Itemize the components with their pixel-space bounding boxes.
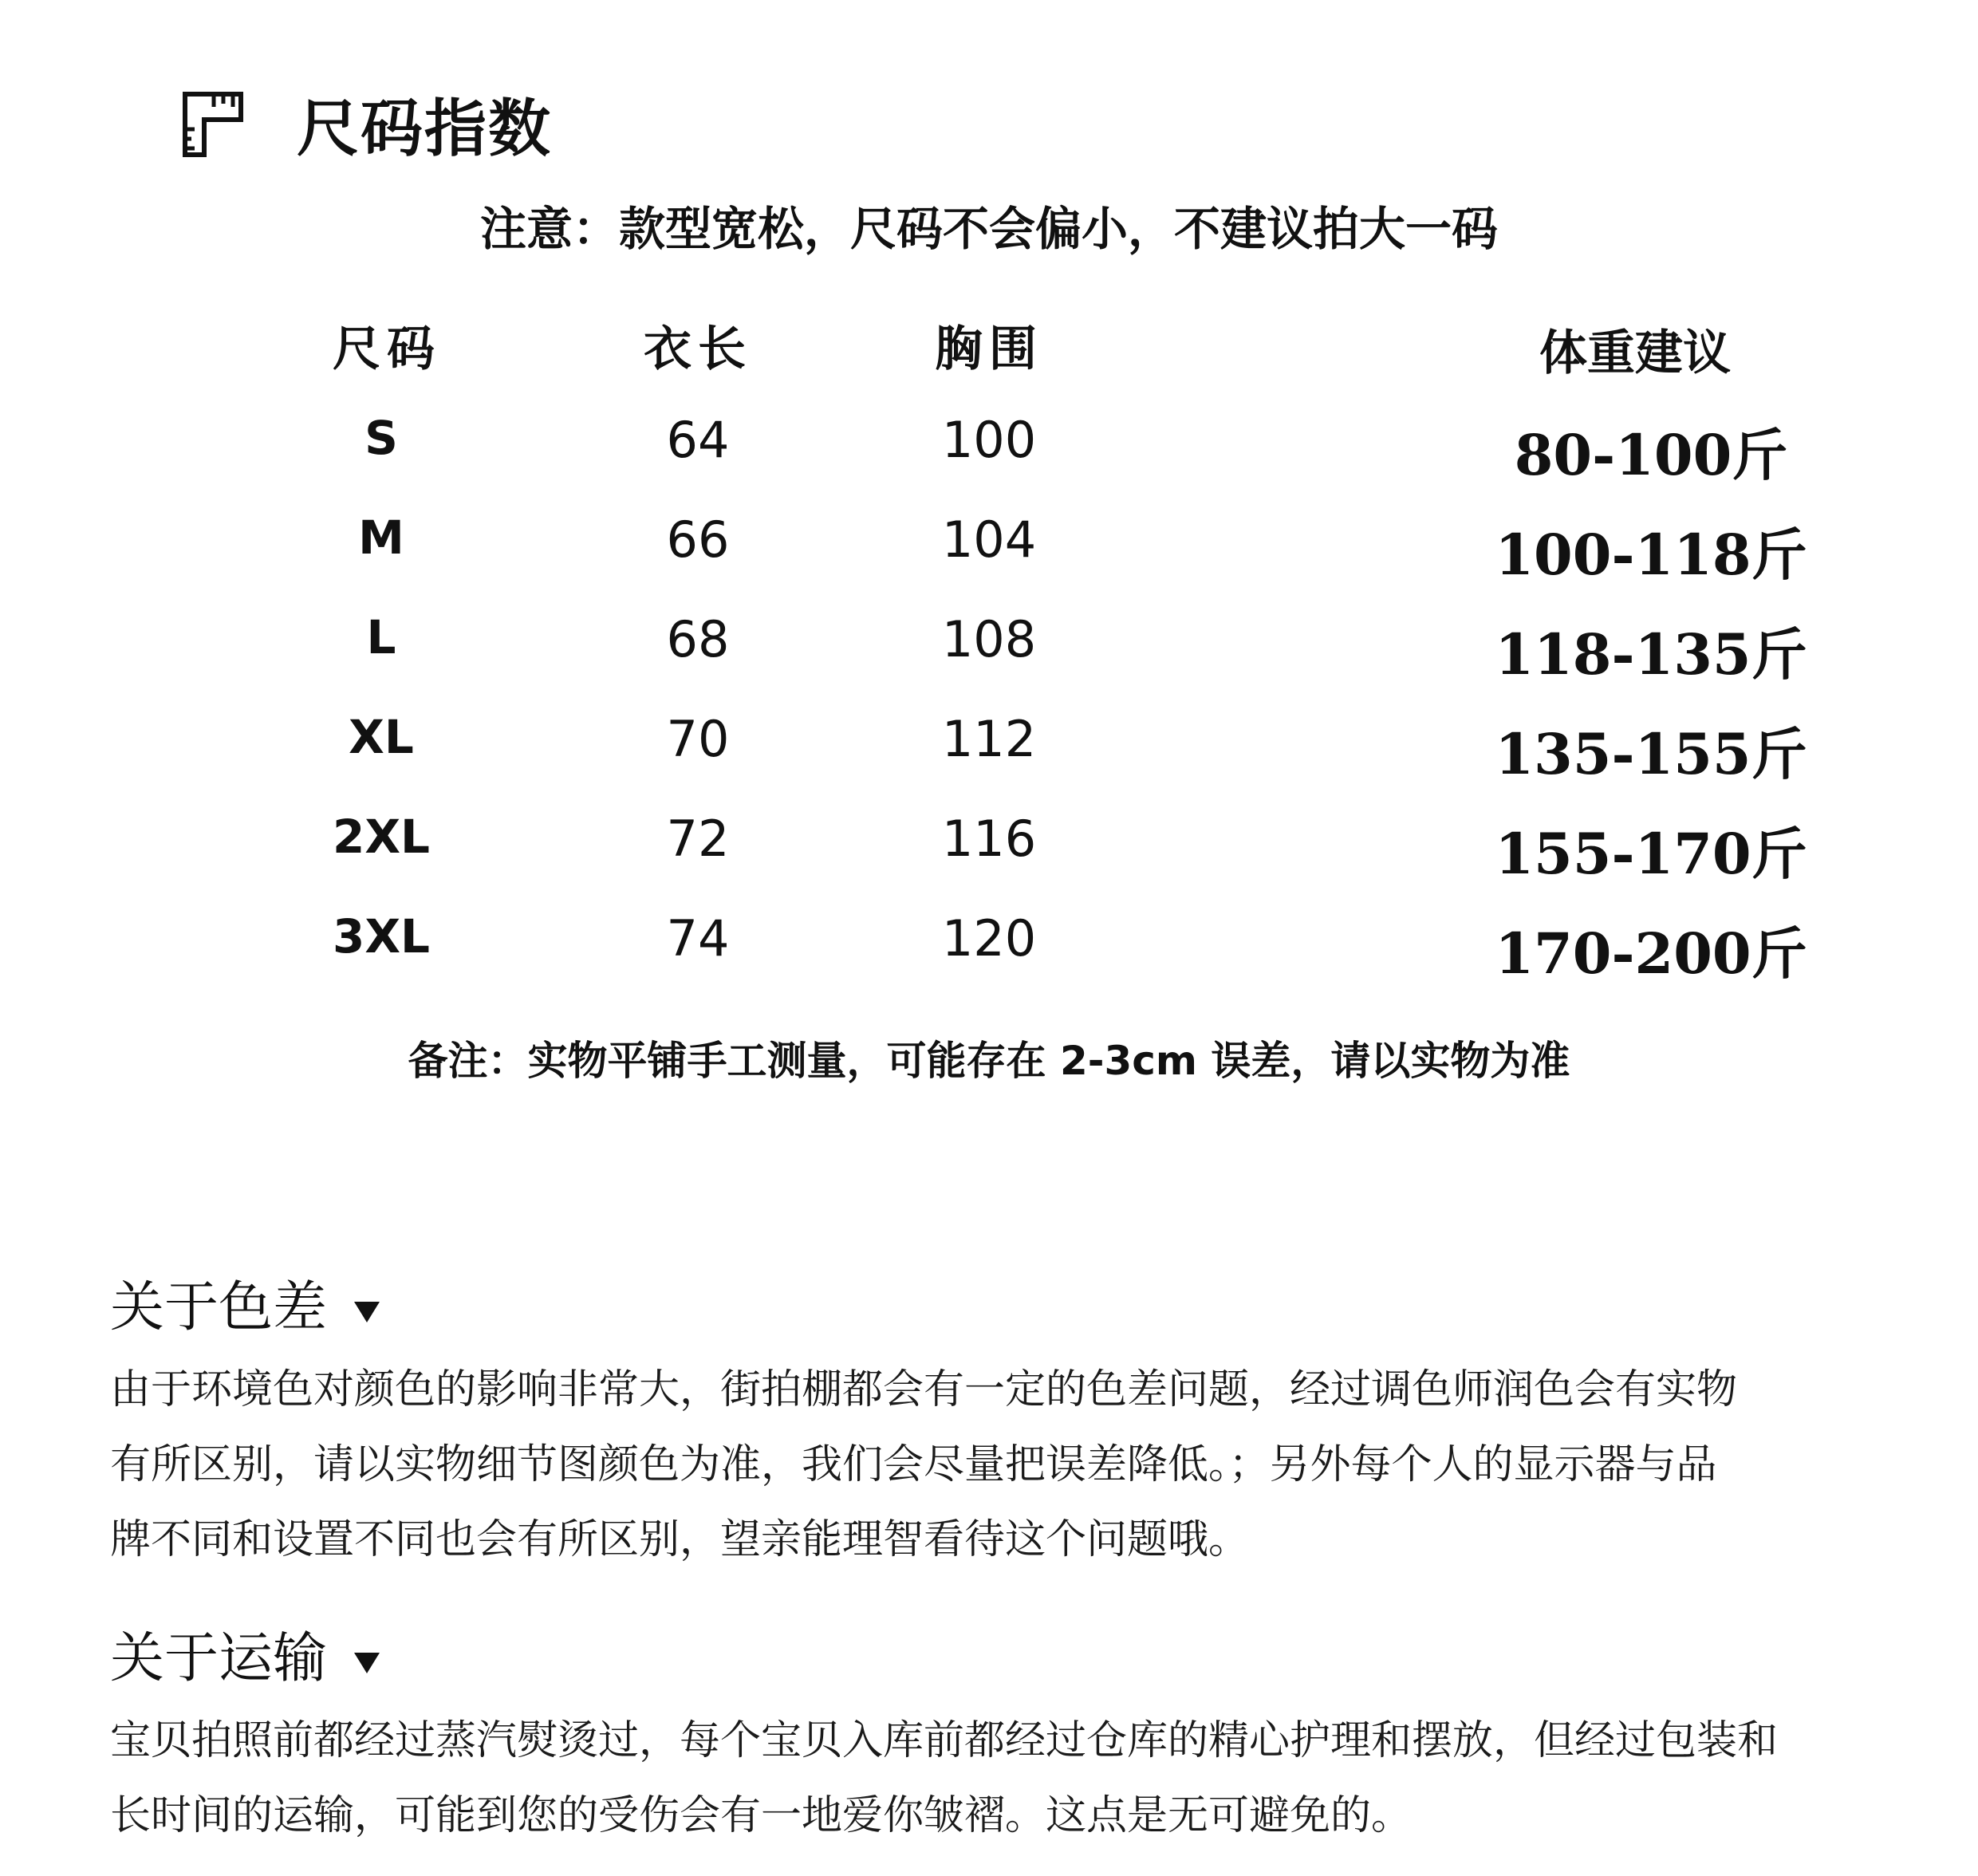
fit-notice: 注意：款型宽松，尺码不会偏小，不建议拍大一码 xyxy=(479,202,1498,256)
shipping-section-body xyxy=(110,1704,1945,1854)
shipping-line: 长时间的运输，可能到您的受伤会有一地爱你皱褶。这点是无可避免的。 xyxy=(110,1792,1413,1839)
weight-cell: 80-100斤 xyxy=(1514,422,1788,488)
weight-cell: 155-170斤 xyxy=(1495,821,1807,887)
shipping-section-title-text: 关于运输 xyxy=(110,1627,328,1690)
header-length: 衣长 xyxy=(644,321,752,377)
shipping-section xyxy=(110,1619,1945,1854)
chest-cell: 120 xyxy=(941,909,1037,968)
size-cell: L xyxy=(366,610,396,664)
measurement-remark: 备注：实物平铺手工测量，可能存在 2-3cm 误差，请以实物为准 xyxy=(408,1038,1570,1084)
length-cell: 70 xyxy=(666,710,730,768)
size-cell: 3XL xyxy=(332,909,431,964)
header-size: 尺码 xyxy=(333,321,441,377)
length-cell: 66 xyxy=(666,510,730,569)
chest-cell: 112 xyxy=(941,710,1037,768)
weight-cell: 170-200斤 xyxy=(1495,920,1807,987)
weight-cell: 118-135斤 xyxy=(1495,621,1807,688)
length-cell: 68 xyxy=(666,610,730,668)
header-weight: 体重建议 xyxy=(1539,325,1731,381)
length-cell: 72 xyxy=(666,810,730,868)
chest-cell: 100 xyxy=(941,411,1037,469)
color-line: 牌不同和设置不同也会有所区别，望亲能理智看待这个问题哦。 xyxy=(110,1516,1250,1563)
color-line: 有所区别，请以实物细节图颜色为准，我们会尽量把误差降低。；另外每个人的显示器与品 xyxy=(110,1441,1717,1488)
caret-down-icon xyxy=(354,1653,380,1673)
color-section-title-text: 关于色差 xyxy=(110,1276,328,1339)
color-line: 由于环境色对颜色的影响非常大，街拍棚都会有一定的色差问题，经过调色师润色会有实物 xyxy=(110,1366,1738,1413)
header-chest: 胸围 xyxy=(935,321,1043,377)
chest-cell: 116 xyxy=(941,810,1037,868)
weight-cell: 135-155斤 xyxy=(1495,721,1807,787)
size-cell: M xyxy=(358,510,404,565)
length-cell: 74 xyxy=(666,909,730,968)
color-section-title xyxy=(110,1268,1945,1348)
color-section-body xyxy=(110,1353,1945,1578)
caret-down-icon xyxy=(354,1302,380,1322)
size-cell: S xyxy=(364,411,398,465)
weight-cell: 100-118斤 xyxy=(1495,522,1807,588)
length-cell: 64 xyxy=(666,411,730,469)
color-section xyxy=(110,1268,1945,1578)
page-title: 尺码指数 xyxy=(297,93,553,165)
size-cell: 2XL xyxy=(332,810,431,864)
chest-cell: 108 xyxy=(941,610,1037,668)
chest-cell: 104 xyxy=(941,510,1037,569)
shipping-section-title xyxy=(110,1619,1945,1699)
size-cell: XL xyxy=(349,710,414,764)
shipping-line: 宝贝拍照前都经过蒸汽熨烫过，每个宝贝入库前都经过仓库的精心护理和摆放，但经过包装和 xyxy=(110,1717,1779,1764)
